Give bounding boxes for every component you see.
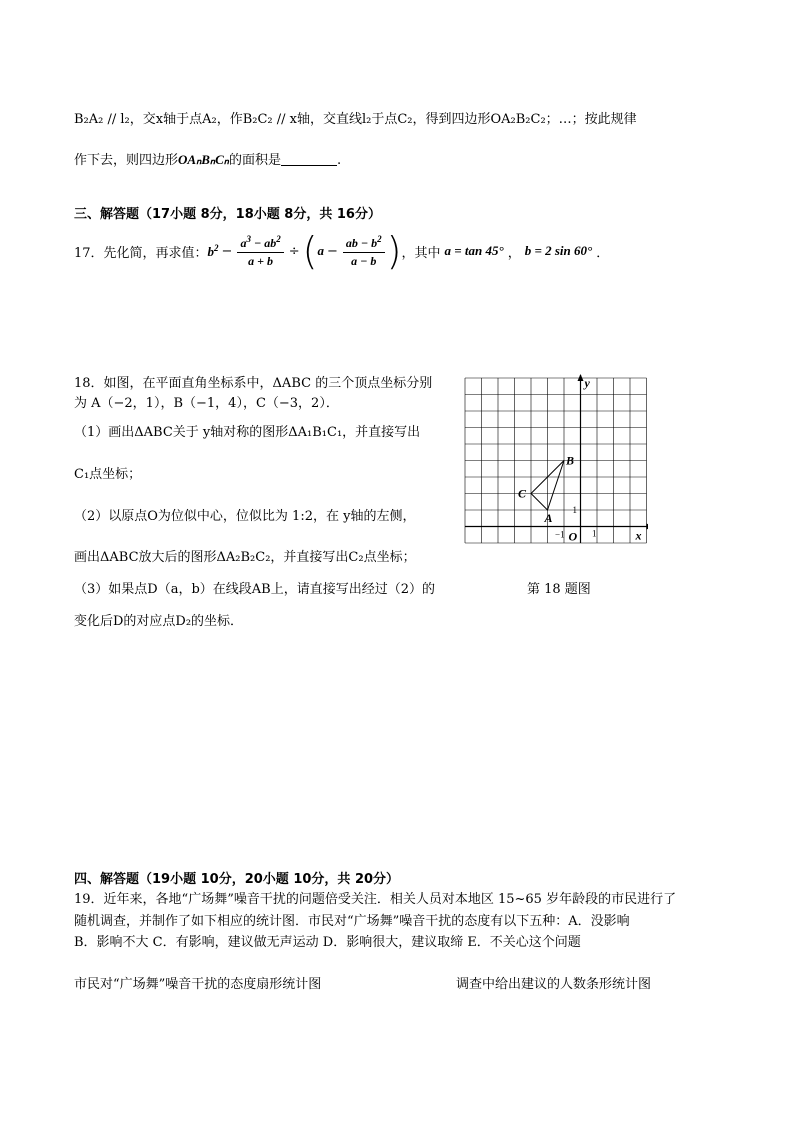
carry-over-suffix: 的面积是	[228, 153, 281, 168]
carry-over-line-2	[74, 149, 341, 168]
pie-chart-title: 市民对“广场舞”噪音干扰的态度扇形统计图	[74, 977, 322, 992]
carry-over-prefix: 作下去，则四边形	[74, 153, 179, 168]
carry-over-end: .	[336, 153, 342, 168]
point-c-label: C	[518, 486, 527, 501]
coordinate-grid-figure	[462, 374, 648, 558]
q18-line-2: 为 A（−2，1），B（−1，4），C（−3，2）．	[74, 396, 339, 411]
carry-over-line-1	[74, 108, 637, 127]
q17-divide: ÷	[288, 243, 300, 259]
q19-line-1: 19．近年来，各地“广场舞”噪音干扰的问题倍受关注．相关人员对本地区 15~65 岁年龄段的市民进行了	[74, 892, 677, 907]
q19-line-2: 随机调查，并制作了如下相应的统计图．市民对“广场舞”噪音干扰的态度有以下五种：A．没影响	[74, 914, 630, 929]
tick-label-y-1: 1	[572, 505, 577, 515]
q17-right-paren: )	[386, 229, 402, 273]
q17-fraction-1: $\frac{a^3 - ab^2}{a + b}$	[237, 234, 283, 269]
bar-chart-title: 调查中给出建议的人数条形统计图	[456, 977, 652, 992]
point-a-label: A	[544, 511, 553, 525]
q18-part-3a: （3）如果点D（a，b）在线段AB上，请直接写出经过（2）的	[74, 582, 435, 597]
q17-prefix: 17．先化简，再求值：	[74, 245, 208, 261]
q18-line-1: 18．如图，在平面直角坐标系中，ΔABC 的三个顶点坐标分别	[74, 376, 433, 391]
carry-over-text-1: B₂A₂ // l₂，交x轴于点A₂，作B₂C₂ // x轴，交直线l₂于点C₂，得到四边形OA₂B₂C₂；…；按此规律	[74, 112, 637, 127]
q18-part-2a: （2）以原点O为位似中心，位似比为 1:2，在 y轴的左侧，	[74, 509, 416, 524]
q17-condition: ，其中	[401, 245, 441, 261]
axes	[465, 374, 648, 543]
grid-lines	[465, 378, 647, 543]
quadrilateral-name: OAₙBₙCₙ	[178, 152, 229, 167]
x-axis-arrow-icon	[647, 524, 649, 530]
y-axis-label: y	[584, 376, 590, 390]
q18-part-3b: 变化后D的对应点D₂的坐标．	[74, 614, 244, 629]
figure-caption: 第 18 题图	[527, 582, 591, 597]
q18-part-2b: 画出ΔABC放大后的图形ΔA₂B₂C₂，并直接写出C₂点坐标；	[74, 550, 416, 565]
q19-line-3: B．影响不大 C．有影响，建议做无声运动 D．影响很大，建议取缔 E．不关心这个问题	[74, 935, 581, 950]
q17-expr-b2: $b^2$	[207, 242, 219, 259]
q17-left-paren: (	[302, 229, 318, 273]
origin-label: O	[568, 529, 578, 544]
q17-minus: −	[221, 243, 233, 259]
answer-blank[interactable]	[281, 153, 337, 166]
section-4-heading: 四、解答题（19小题 10分，20小题 10分，共 20分）	[74, 872, 400, 887]
x-axis-label: x	[635, 528, 642, 543]
tick-label-x-1: 1	[592, 528, 597, 539]
y-axis-arrow-icon	[578, 374, 584, 381]
q18-part-1b: C₁点坐标；	[74, 467, 142, 482]
q17-expr-a: a	[317, 243, 324, 258]
q17-minus-2: −	[326, 243, 338, 259]
q18-part-1a: （1）画出ΔABC关于 y轴对称的图形ΔA₁B₁C₁，并直接写出	[74, 425, 421, 440]
question-17: 17．先化简，再求值： $b^2$ − $\frac{a^3 - ab^2}{a + b}$ ÷ ( a − $\frac{ab - b^2}{a - b}$ ) ，其中 a = tan 45° ， b = 2 sin 60° ．	[74, 229, 610, 273]
q17-end: ．	[596, 245, 610, 261]
q17-b-value: b = 2 sin 60°	[524, 243, 593, 258]
tick-label-x-neg1: −1	[555, 529, 565, 540]
q17-a-value: a = tan 45°	[444, 243, 504, 258]
q17-fraction-2: $\frac{ab - b^2}{a - b}$	[343, 234, 385, 269]
point-b-label: B	[566, 453, 575, 468]
section-3-heading: 三、解答题（17小题 8分，18小题 8分，共 16分）	[74, 207, 381, 222]
